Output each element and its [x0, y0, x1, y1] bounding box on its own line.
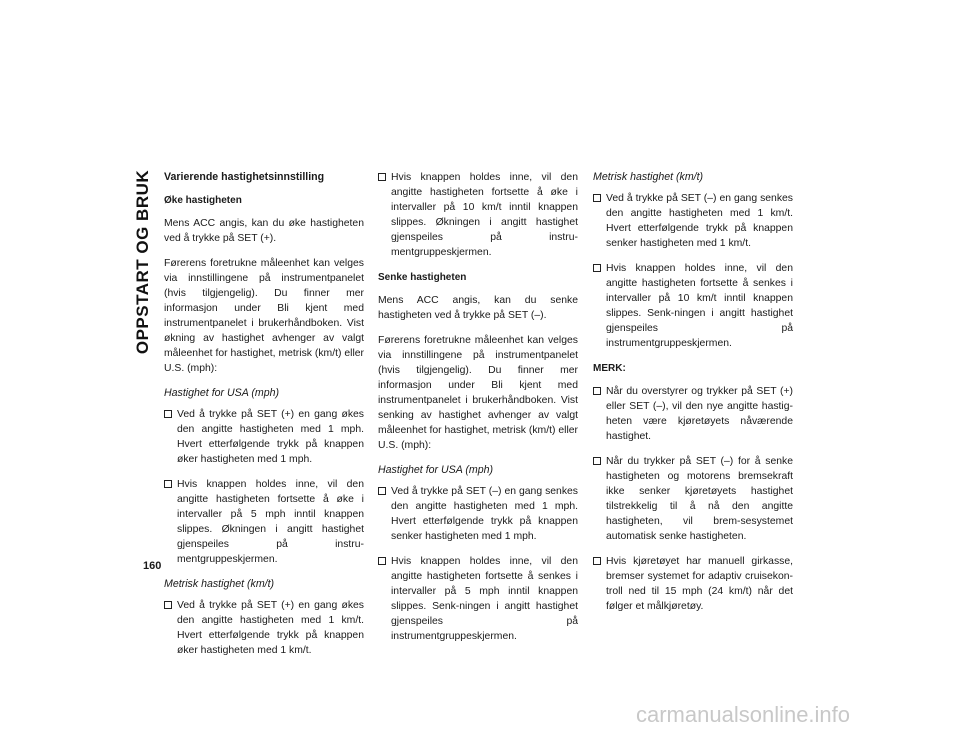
checkbox-bullet-icon	[593, 457, 601, 465]
checkbox-bullet-icon	[378, 173, 386, 181]
section-title: Varierende hastighetsinnstilling	[164, 171, 325, 183]
column-1	[164, 170, 364, 668]
bullet-text: Når du trykker på SET (–) for å senke hastigheten og motorens bremsekraft ikke senker kjøretøyets hastighet tilstrekkelig til å nå den angitte hastigheten, vil brem-sesystemet automatisk senke hastigheten.	[606, 456, 793, 542]
bullet-text: Ved å trykke på SET (+) en gang økes den angitte hastigheten med 1 mph. Hvert etterfølgende trykk på knappen øker hastigheten med 1 mph.	[177, 409, 364, 465]
paragraph-decrease-intro: Mens ACC angis, kan du senke hastigheten ved å trykke på SET (–).	[378, 295, 578, 321]
bullet-text: Hvis knappen holdes inne, vil den angitte hastigheten fortsette å senkes i intervaller på 5 mph inntil knappen slippes. Senk-ningen i angitt hastighet gjenspeiles på instrumentgruppeskjermen.	[391, 556, 578, 642]
bullet-item	[164, 407, 364, 467]
page-number: 160	[143, 560, 162, 572]
bullet-text: Hvis knappen holdes inne, vil den angitte hastigheten fortsette å øke i intervaller på 5 mph inntil knappen slippes. Økningen i angitt hastighet gjenspeiles på instru-mentgruppeskjermen.	[177, 479, 364, 565]
column-2	[378, 170, 578, 654]
bullet-text: Når du overstyrer og trykker på SET (+) eller SET (–), vil den nye angitte hastig-heten være kjøretøyets nåværende hastighet.	[606, 386, 793, 442]
bullet-text: Ved å trykke på SET (+) en gang økes den angitte hastigheten med 1 km/t. Hvert etterfølgende trykk på knappen øker hastigheten med 1 km/t.	[177, 600, 364, 656]
checkbox-bullet-icon	[593, 194, 601, 202]
paragraph-unit-info: Førerens foretrukne måleenhet kan velges via innstillingene på instrumentpanelet (hvis tilgjengelig). Du finner mer informasjon under Bli kjent med instrumentpanelet i brukerhåndboken. Vist senking av hastighet avhenger av valgt måleenhet for hastighet, metrisk (km/t) eller U.S. (mph):	[378, 335, 578, 451]
bullet-item	[164, 477, 364, 567]
column-3	[593, 170, 793, 624]
subheading-metric-speed: Metrisk hastighet (km/t)	[164, 578, 275, 590]
section-side-tab-label: OPPSTART OG BRUK	[133, 169, 152, 355]
note-heading: MERK:	[593, 363, 626, 374]
bullet-text: Ved å trykke på SET (–) en gang senkes den angitte hastigheten med 1 mph. Hvert etterfølgende trykk på knappen senker hastigheten med 1 mph.	[391, 486, 578, 542]
bullet-text: Hvis knappen holdes inne, vil den angitte hastigheten fortsette å senkes i intervaller på 10 km/t inntil knappen slippes. Senk-ningen i angitt hastighet gjenspeiles på instrumentgruppeskjermen.	[606, 263, 793, 349]
checkbox-bullet-icon	[593, 264, 601, 272]
bullet-text: Hvis knappen holdes inne, vil den angitte hastigheten fortsette å øke i intervaller på 10 km/t inntil knappen slippes. Økningen i angitt hastighet gjenspeiles på instru-mentgruppeskjermen.	[391, 172, 578, 258]
bullet-item	[593, 191, 793, 251]
subheading-increase-speed: Øke hastigheten	[164, 195, 242, 206]
bullet-text: Hvis kjøretøyet har manuell girkasse, bremser systemet for adaptiv cruisekon-troll ned til 15 mph (24 km/t) når det følger et målkjøretøy.	[606, 556, 793, 612]
checkbox-bullet-icon	[164, 480, 172, 488]
watermark: carmanualsonline.info	[636, 702, 851, 727]
section-side-tab	[130, 169, 156, 355]
paragraph-increase-intro: Mens ACC angis, kan du øke hastigheten ved å trykke på SET (+).	[164, 218, 364, 244]
subheading-decrease-speed: Senke hastigheten	[378, 272, 467, 283]
bullet-item	[378, 170, 578, 260]
bullet-item	[593, 261, 793, 351]
bullet-item	[593, 454, 793, 544]
bullet-item	[378, 554, 578, 644]
bullet-text: Ved å trykke på SET (–) en gang senkes den angitte hastigheten med 1 km/t. Hvert etterfølgende trykk på knappen senker hastigheten med 1 km/t.	[606, 193, 793, 249]
checkbox-bullet-icon	[378, 487, 386, 495]
bullet-item	[164, 598, 364, 658]
paragraph-unit-info: Førerens foretrukne måleenhet kan velges via innstillingene på instrumentpanelet (hvis tilgjengelig). Du finner mer informasjon under Bli kjent med instrumentpanelet i brukerhåndboken. Vist økning av hastighet avhenger av valgt måleenhet for hastighet, metrisk (km/t) eller U.S. (mph):	[164, 258, 364, 374]
bullet-item	[593, 554, 793, 614]
bullet-item	[593, 384, 793, 444]
subheading-usa-speed: Hastighet for USA (mph)	[378, 464, 493, 476]
checkbox-bullet-icon	[164, 410, 172, 418]
subheading-metric-speed: Metrisk hastighet (km/t)	[593, 171, 704, 183]
checkbox-bullet-icon	[593, 387, 601, 395]
subheading-usa-speed: Hastighet for USA (mph)	[164, 387, 279, 399]
checkbox-bullet-icon	[164, 601, 172, 609]
checkbox-bullet-icon	[378, 557, 386, 565]
bullet-item	[378, 484, 578, 544]
checkbox-bullet-icon	[593, 557, 601, 565]
